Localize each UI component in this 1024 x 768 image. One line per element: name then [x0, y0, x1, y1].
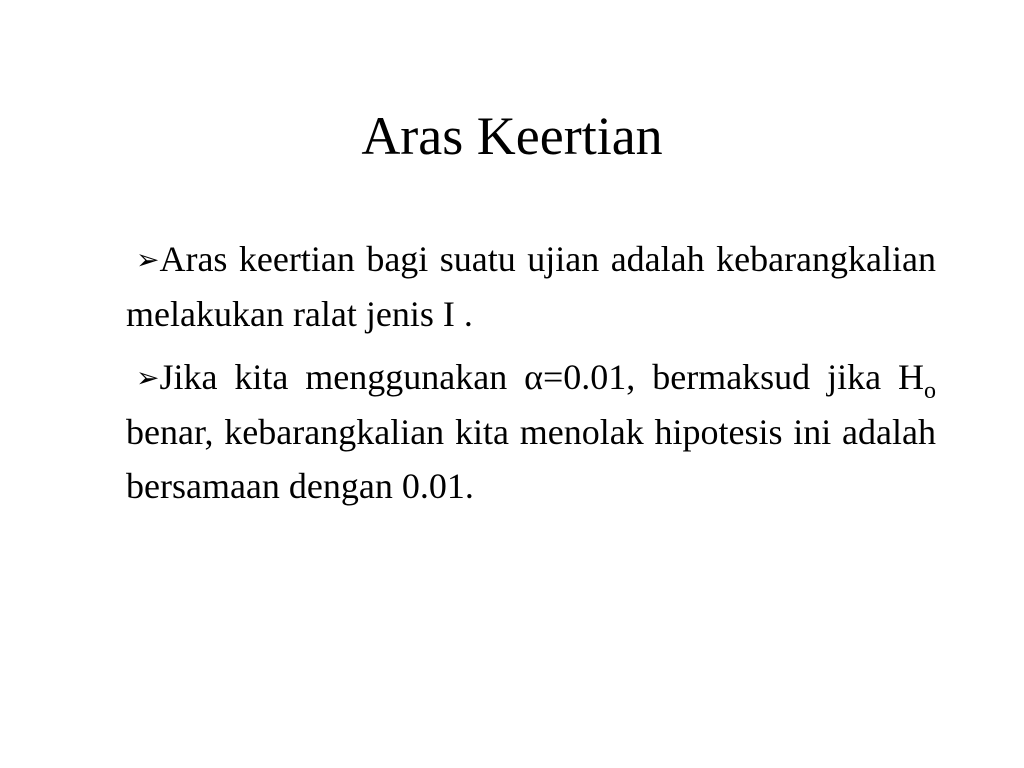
bullet-item	[126, 232, 936, 341]
slide-title: Aras Keertian	[361, 106, 663, 166]
bullet-text: Aras keertian bagi suatu ujian adalah kebarangkalian melakukan ralat jenis I .	[126, 239, 936, 334]
arrow-bullet-icon: ➢	[136, 361, 160, 394]
bullet-list	[126, 232, 936, 522]
bullet-item	[126, 350, 936, 513]
subscript: o	[924, 378, 936, 404]
bullet-text-part2: benar, kebarangkalian kita menolak hipotesis ini adalah bersamaan dengan 0.01.	[126, 412, 936, 506]
bullet-text-part1: Jika kita menggunakan α=0.01, bermaksud jika H	[159, 357, 924, 397]
arrow-bullet-icon: ➢	[136, 243, 160, 276]
